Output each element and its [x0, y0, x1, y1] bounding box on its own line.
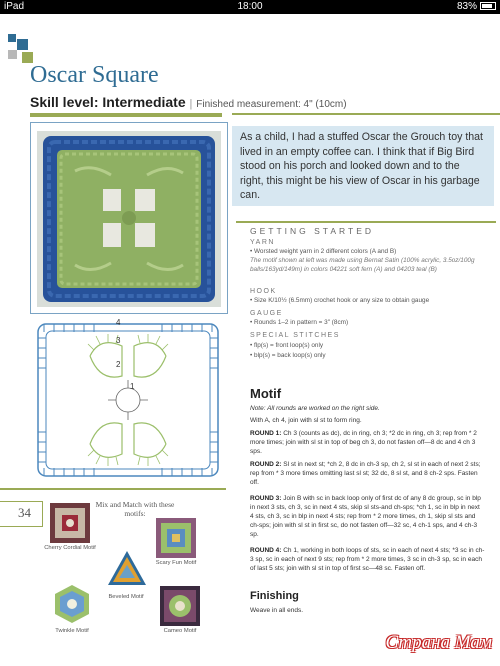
- special-stitches-label: SPECIAL STITCHES: [250, 332, 340, 339]
- decor-square-grey: [8, 50, 17, 59]
- round-3: ROUND 3: Join B with sc in back loop only of first dc of any 8 dc group, sc in blp in next 3 sts, ch 3, sc in next 4 sts, skip sl sts-and ch-sps; *ch 1, sc in blp in next 4 sts, ch 3, sc in blp in next 4 sts; rep from * 2 more times, ch 1, skip sl sts and ch-sps; join with sl st in first sc, do not fasten off—32 sc, 4 ch-1 sps, and 4 ch-3 sp.: [250, 495, 481, 538]
- cherry-cordial-label: Cherry Cordial Motif: [44, 545, 96, 551]
- cherry-cordial-thumb: [50, 503, 90, 548]
- cameo-label: Cameo Motif: [163, 628, 197, 634]
- twinkle-label: Twinkle Motif: [55, 628, 89, 634]
- motif-note: Note: All rounds are worked on the right side.: [250, 405, 380, 412]
- book-page[interactable]: [0, 14, 500, 666]
- crochet-square-image: [31, 123, 227, 313]
- special-stitch-2: • blp(s) = back loop(s) only: [250, 352, 326, 359]
- page-title: Oscar Square: [30, 62, 159, 88]
- motif-heading: Motif: [250, 386, 282, 401]
- chart-round-1: 1: [130, 382, 135, 391]
- finished-measurement: Finished measurement: 4" (10cm): [196, 99, 347, 110]
- finishing-heading: Finishing: [250, 590, 299, 602]
- round-4: ROUND 4: Ch 1, working in both loops of sts, sc in each of next 4 sts; *3 sc in ch-3 sp, sc in each of next 9 sts; rep from * 2 more times, 3 sc in ch-3 sp, sc in each of last 5 sts; join with sl st in top of first sc—48 sc. Fasten off.: [250, 547, 485, 572]
- scary-fun-thumb: [156, 518, 196, 563]
- finishing-text: Weave in all ends.: [250, 607, 303, 614]
- motif-photo: [30, 122, 228, 314]
- beveled-label: Beveled Motif: [108, 594, 144, 600]
- status-bar: [0, 0, 500, 14]
- mix-and-match-title: Mix and Match with these motifs:: [95, 500, 175, 518]
- gauge-text: • Rounds 1–2 in pattern = 3" (8cm): [250, 319, 349, 326]
- skill-line: [30, 94, 347, 110]
- motif-start: With A, ch 4, join with sl st to form ring.: [250, 417, 362, 424]
- decor-square-blue: [17, 39, 28, 50]
- clock: 18:00: [237, 1, 263, 12]
- chart-round-2: 2: [116, 360, 121, 369]
- battery-percent: 83%: [456, 1, 477, 12]
- skill-level: Skill level: Intermediate: [30, 94, 186, 110]
- battery-indicator: [457, 0, 496, 14]
- yarn-note: The motif shown at left was made using Bernat Satin (100% acrylic, 3.5oz/100g balls/163yd/149m) in colors 04221 soft fern (A) and 04203 teal (B): [250, 257, 475, 273]
- special-stitch-1: • flp(s) = front loop(s) only: [250, 342, 324, 349]
- separator: |: [189, 98, 193, 110]
- chart-round-4: 4: [116, 318, 121, 327]
- battery-icon: [480, 2, 496, 10]
- round-1: ROUND 1: Ch 3 (counts as dc), dc in ring, ch 3; *2 dc in ring, ch 3; rep from * 2 more times; join with sl st in top of beg ch 3, do not fasten off—8 dc and 4 ch 3 sps.: [250, 430, 477, 455]
- gauge-label: GAUGE: [250, 310, 283, 317]
- page-number: 34: [18, 505, 31, 520]
- beveled-thumb: [106, 549, 148, 596]
- yarn-text: • Worsted weight yarn in 2 different colors (A and B): [250, 248, 397, 255]
- cameo-thumb: [160, 586, 200, 631]
- title-rule-right: [232, 113, 500, 115]
- device-label: iPad: [4, 1, 25, 12]
- getting-started-rule: [236, 221, 496, 223]
- chart-round-3: 3: [116, 336, 121, 345]
- title-rule: [30, 113, 222, 117]
- intro-paragraph: As a child, I had a stuffed Oscar the Grouch toy that lived in an empty coffee can. I think that if Big Bird stood on his porch and looked down and to the right, this might be his view of Oscar in his garbage can.: [232, 126, 494, 206]
- stitch-chart: [30, 316, 226, 484]
- scary-fun-label: Scary Fun Motif: [155, 560, 197, 566]
- site-watermark: Страна Мам: [385, 632, 492, 653]
- hook-label: HOOK: [250, 288, 277, 295]
- getting-started-heading: GETTING STARTED: [250, 226, 375, 236]
- chart-divider: [0, 488, 226, 490]
- stitch-diagram: [30, 316, 226, 484]
- round-2: ROUND 2: Sl st in next st; *ch 2, 8 dc in ch-3 sp, ch 2, sl st in each of next 2 sts; rep from * 3 more times omitting last sl st; 32 dc, 8 sl st, and 8 ch-2 sps. Fasten off.: [250, 461, 481, 486]
- twinkle-thumb: [52, 584, 92, 629]
- yarn-label: YARN: [250, 239, 275, 246]
- decor-square-blue: [8, 34, 16, 42]
- hook-text: • Size K/10½ (6.5mm) crochet hook or any size to obtain gauge: [250, 297, 430, 304]
